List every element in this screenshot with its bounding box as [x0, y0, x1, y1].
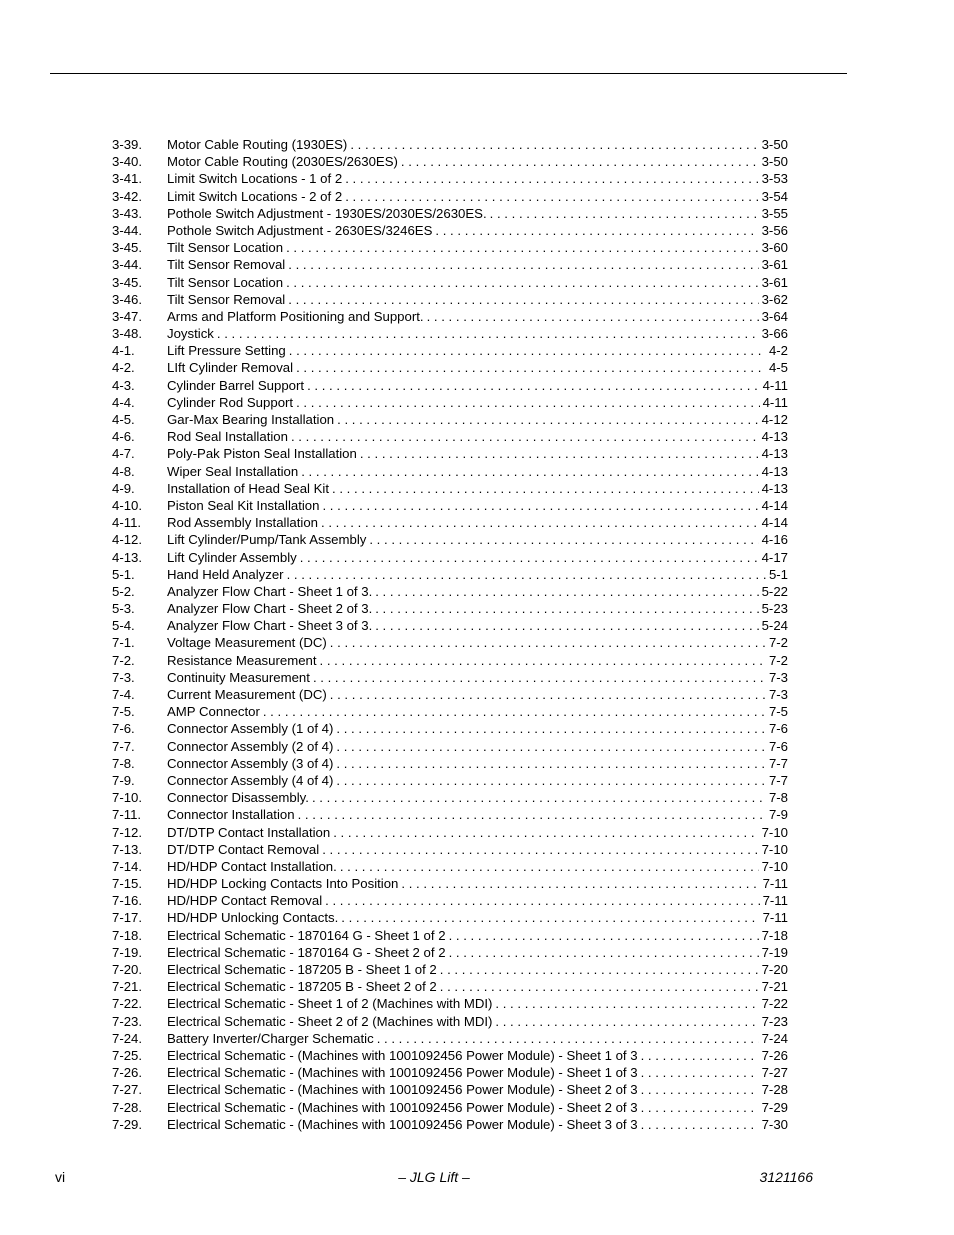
figure-title: Electrical Schematic - 187205 B - Sheet 2 of 2 — [167, 979, 437, 995]
toc-entry[interactable] — [112, 1047, 788, 1064]
dot-leader — [641, 1081, 759, 1098]
dot-leader — [490, 205, 759, 222]
toc-entry[interactable] — [112, 944, 788, 961]
figure-title: Current Measurement (DC) — [167, 687, 327, 702]
figure-number: 3-47. — [112, 308, 143, 324]
page-reference: 7-23 — [761, 1013, 788, 1029]
dot-leader — [336, 738, 766, 755]
page-reference: 7-10 — [761, 841, 788, 857]
dot-leader — [401, 153, 759, 170]
dot-leader — [375, 600, 758, 617]
figure-title: Piston Seal Kit Installation — [167, 497, 320, 513]
toc-entry[interactable] — [112, 789, 788, 806]
toc-entry[interactable] — [112, 531, 788, 548]
toc-entry[interactable] — [112, 394, 788, 411]
toc-entry[interactable] — [112, 342, 788, 359]
dot-leader — [369, 531, 758, 548]
dot-leader — [341, 909, 759, 926]
dot-leader — [322, 841, 758, 858]
figure-title: Installation of Head Seal Kit — [167, 480, 330, 496]
figure-number: 7-7. — [112, 738, 135, 754]
page-reference: 3-64 — [761, 308, 788, 324]
dot-leader — [286, 274, 759, 291]
toc-entry[interactable] — [112, 1081, 788, 1098]
figure-number: 7-29. — [112, 1116, 143, 1132]
toc-entry[interactable] — [112, 634, 788, 651]
page-reference: 7-6 — [768, 721, 788, 737]
dot-leader — [288, 256, 758, 273]
figure-number: 7-24. — [112, 1030, 143, 1046]
dot-leader — [325, 892, 759, 909]
toc-entry[interactable] — [112, 841, 788, 858]
page-reference: 7-21 — [761, 979, 788, 995]
figure-title: HD/HDP Unlocking Contacts. — [167, 910, 339, 926]
figure-number: 4-3. — [112, 377, 135, 393]
page-reference: 3-54 — [761, 188, 788, 204]
figure-title: Cylinder Rod Support — [167, 394, 294, 410]
figure-number: 4-1. — [112, 343, 135, 359]
figure-title: Electrical Schematic - 1870164 G - Sheet 1 of 2 — [167, 927, 446, 943]
page-reference: 4-11 — [762, 377, 788, 393]
dot-leader — [291, 428, 759, 445]
page-reference: 7-28 — [761, 1082, 788, 1098]
figure-title: Lift Pressure Setting — [167, 343, 286, 359]
figure-title: Arms and Platform Positioning and Support. — [167, 308, 424, 324]
toc-entry[interactable] — [112, 170, 788, 187]
figure-title: DT/DTP Contact Removal — [167, 841, 320, 857]
figure-title: HD/HDP Contact Removal — [167, 893, 323, 909]
page-reference: 7-19 — [761, 944, 788, 960]
figure-number: 5-4. — [112, 618, 135, 634]
figure-number: 7-5. — [112, 704, 135, 720]
page-reference: 4-14 — [761, 497, 788, 513]
figure-title: Connector Assembly (4 of 4) — [167, 772, 334, 788]
footer-page-number: vi — [55, 1169, 66, 1185]
page-reference: 3-50 — [761, 154, 788, 170]
figure-title: Connector Assembly (3 of 4) — [167, 755, 334, 771]
figure-number: 3-41. — [112, 171, 143, 187]
toc-entry[interactable] — [112, 514, 788, 531]
dot-leader — [495, 995, 758, 1012]
page-reference: 3-60 — [761, 240, 788, 256]
page-reference: 4-14 — [761, 515, 788, 531]
figure-number: 3-45. — [112, 274, 143, 290]
page-reference: 7-24 — [761, 1030, 788, 1046]
dot-leader — [289, 342, 766, 359]
figure-number: 7-6. — [112, 721, 135, 737]
figure-number: 3-44. — [112, 222, 143, 238]
page-reference: 7-18 — [761, 927, 788, 943]
toc-entry[interactable] — [112, 239, 788, 256]
figure-title: Tilt Sensor Removal — [167, 257, 286, 273]
dot-leader — [449, 944, 759, 961]
dot-leader — [449, 927, 759, 944]
figure-number: 5-2. — [112, 583, 135, 599]
page-reference: 4-13 — [761, 463, 788, 479]
page-reference: 3-66 — [761, 326, 788, 342]
dot-leader — [350, 136, 758, 153]
dot-leader — [313, 669, 766, 686]
figure-title: Electrical Schematic - 1870164 G - Sheet 2 of 2 — [167, 944, 446, 960]
dot-leader — [495, 1013, 758, 1030]
toc-entry[interactable] — [112, 978, 788, 995]
dot-leader — [377, 1030, 759, 1047]
page-reference: 7-3 — [768, 687, 788, 702]
dot-leader — [296, 394, 759, 411]
figure-title: Connector Assembly (2 of 4) — [167, 738, 334, 754]
figure-title: Pothole Switch Adjustment - 1930ES/2030ES/2630ES. — [167, 205, 487, 221]
page-reference: 7-29 — [761, 1099, 788, 1115]
dot-leader — [286, 239, 759, 256]
figure-number: 3-45. — [112, 240, 143, 256]
toc-entry[interactable] — [112, 359, 788, 376]
page-reference: 7-26 — [761, 1047, 788, 1063]
figure-number: 7-3. — [112, 669, 135, 685]
dot-leader — [375, 583, 758, 600]
toc-entry[interactable] — [112, 892, 788, 909]
figure-number: 7-25. — [112, 1047, 143, 1063]
figure-number: 7-19. — [112, 944, 143, 960]
dot-leader — [296, 359, 766, 376]
dot-leader — [336, 720, 766, 737]
dot-leader — [440, 978, 759, 995]
toc-entry[interactable] — [112, 325, 788, 342]
figure-number: 7-2. — [112, 652, 135, 668]
page-reference: 5-23 — [761, 601, 788, 617]
page-reference: 7-20 — [761, 962, 788, 977]
figure-title: Connector Disassembly. — [167, 790, 309, 806]
figure-number: 7-27. — [112, 1082, 143, 1098]
page-reference: 5-24 — [761, 618, 788, 634]
figure-number: 3-42. — [112, 188, 143, 204]
figure-title: Limit Switch Locations - 2 of 2 — [167, 188, 343, 204]
dot-leader — [320, 652, 766, 669]
dot-leader — [301, 463, 758, 480]
toc-entry[interactable] — [112, 291, 788, 308]
toc-entry[interactable] — [112, 995, 788, 1012]
figure-number: 3-48. — [112, 326, 143, 342]
dot-leader — [641, 1099, 759, 1116]
figure-title: Connector Assembly (1 of 4) — [167, 721, 334, 737]
figure-number: 4-10. — [112, 497, 143, 513]
dot-leader — [263, 703, 766, 720]
dot-leader — [330, 686, 766, 703]
figure-title: Analyzer Flow Chart - Sheet 1 of 3. — [167, 583, 373, 599]
figure-title: Rod Seal Installation — [167, 429, 288, 445]
dot-leader — [427, 308, 759, 325]
toc-entry[interactable] — [112, 256, 788, 273]
figure-title: Pothole Switch Adjustment - 2630ES/3246ES — [167, 222, 433, 238]
dot-leader — [375, 617, 758, 634]
toc-entry[interactable] — [112, 480, 788, 497]
page-reference: 7-7 — [768, 755, 788, 771]
page-reference: 3-50 — [761, 137, 788, 152]
figure-number: 4-6. — [112, 429, 135, 445]
figure-title: Tilt Sensor Location — [167, 240, 284, 256]
toc-entry[interactable] — [112, 600, 788, 617]
dot-leader — [340, 858, 759, 875]
toc-entry[interactable] — [112, 445, 788, 462]
figure-number: 7-17. — [112, 910, 143, 926]
page-reference: 7-3 — [768, 669, 788, 685]
toc-entry[interactable] — [112, 205, 788, 222]
page-reference: 4-11 — [762, 394, 788, 410]
dot-leader — [360, 445, 759, 462]
dot-leader — [440, 961, 759, 978]
dot-leader — [337, 411, 758, 428]
page-reference: 4-16 — [761, 532, 788, 548]
toc-entry[interactable] — [112, 308, 788, 325]
toc-entry[interactable] — [112, 222, 788, 239]
figure-number: 7-21. — [112, 979, 143, 995]
toc-entry[interactable] — [112, 909, 788, 926]
figure-number: 7-1. — [112, 635, 135, 651]
toc-entry[interactable] — [112, 738, 788, 755]
figure-number: 4-8. — [112, 463, 135, 479]
footer-publisher: – JLG Lift – — [398, 1169, 470, 1185]
page-reference: 4-17 — [761, 549, 788, 565]
figure-title: Electrical Schematic - 187205 B - Sheet 1 of 2 — [167, 962, 437, 977]
figure-number: 4-12. — [112, 532, 143, 548]
toc-entry[interactable] — [112, 652, 788, 669]
dot-leader — [288, 291, 758, 308]
figure-number: 4-7. — [112, 446, 135, 462]
figure-title: Electrical Schematic - (Machines with 1001092456 Power Module) - Sheet 2 of 3 — [167, 1099, 638, 1115]
figure-title: Lift Cylinder Assembly — [167, 549, 297, 565]
dot-leader — [401, 875, 759, 892]
toc-entry[interactable] — [112, 463, 788, 480]
page-reference: 4-13 — [761, 446, 788, 462]
toc-entry[interactable] — [112, 136, 788, 153]
page-reference: 7-22 — [761, 996, 788, 1012]
footer-document-number: 3121166 — [759, 1169, 813, 1185]
page-reference: 4-13 — [761, 429, 788, 445]
figure-title: Electrical Schematic - Sheet 1 of 2 (Machines with MDI) — [167, 996, 493, 1012]
page-reference: 3-55 — [761, 205, 788, 221]
figure-title: Limit Switch Locations - 1 of 2 — [167, 171, 343, 187]
list-of-figures — [112, 136, 788, 1133]
figure-title: Analyzer Flow Chart - Sheet 2 of 3. — [167, 601, 373, 617]
figure-title: Gar-Max Bearing Installation — [167, 412, 335, 427]
toc-entry[interactable] — [112, 703, 788, 720]
toc-entry[interactable] — [112, 755, 788, 772]
figure-number: 7-10. — [112, 790, 143, 806]
toc-entry[interactable] — [112, 1030, 788, 1047]
page-reference: 3-62 — [761, 291, 788, 307]
figure-number: 4-5. — [112, 412, 135, 427]
page-reference: 7-9 — [768, 807, 788, 823]
figure-title: Wiper Seal Installation — [167, 463, 299, 479]
figure-number: 4-13. — [112, 549, 143, 565]
toc-entry[interactable] — [112, 806, 788, 823]
figure-number: 7-12. — [112, 824, 143, 840]
page-reference: 4-2 — [768, 343, 788, 359]
page-reference: 7-10 — [761, 858, 788, 874]
page-reference: 3-61 — [761, 274, 788, 290]
toc-entry[interactable] — [112, 961, 788, 978]
figure-title: Resistance Measurement — [167, 652, 317, 668]
figure-number: 7-14. — [112, 858, 143, 874]
figure-number: 4-11. — [112, 515, 142, 531]
figure-title: HD/HDP Contact Installation. — [167, 858, 337, 874]
toc-entry[interactable] — [112, 858, 788, 875]
toc-entry[interactable] — [112, 824, 788, 841]
figure-number: 7-28. — [112, 1099, 143, 1115]
dot-leader — [641, 1047, 759, 1064]
toc-entry[interactable] — [112, 669, 788, 686]
figure-number: 7-8. — [112, 755, 135, 771]
figure-number: 3-44. — [112, 257, 143, 273]
figure-number: 7-26. — [112, 1065, 143, 1081]
toc-entry[interactable] — [112, 1064, 788, 1081]
figure-number: 7-23. — [112, 1013, 143, 1029]
toc-entry[interactable] — [112, 188, 788, 205]
figure-number: 7-13. — [112, 841, 143, 857]
toc-entry[interactable] — [112, 875, 788, 892]
page-reference: 4-12 — [761, 412, 788, 427]
figure-title: Continuity Measurement — [167, 669, 310, 685]
figure-number: 3-40. — [112, 154, 143, 170]
page-reference: 5-22 — [761, 583, 788, 599]
figure-title: Electrical Schematic - (Machines with 1001092456 Power Module) - Sheet 1 of 3 — [167, 1065, 638, 1081]
figure-title: Tilt Sensor Location — [167, 274, 284, 290]
dot-leader — [641, 1116, 759, 1133]
toc-entry[interactable] — [112, 377, 788, 394]
dot-leader — [321, 514, 759, 531]
figure-title: Connector Installation — [167, 807, 295, 823]
toc-entry[interactable] — [112, 1013, 788, 1030]
figure-title: Electrical Schematic - Sheet 2 of 2 (Machines with MDI) — [167, 1013, 493, 1029]
figure-title: Voltage Measurement (DC) — [167, 635, 327, 651]
dot-leader — [298, 806, 766, 823]
figure-number: 4-9. — [112, 480, 135, 496]
page-reference: 7-2 — [768, 652, 788, 668]
toc-entry[interactable] — [112, 549, 788, 566]
page-reference: 4-13 — [761, 480, 788, 496]
dot-leader — [332, 480, 759, 497]
figure-title: Rod Assembly Installation — [167, 515, 318, 531]
figure-title: Electrical Schematic - (Machines with 1001092456 Power Module) - Sheet 1 of 3 — [167, 1047, 638, 1063]
dot-leader — [336, 772, 766, 789]
dot-leader — [322, 497, 758, 514]
figure-title: LIft Cylinder Removal — [167, 360, 294, 376]
figure-number: 7-15. — [112, 876, 143, 892]
figure-title: Poly-Pak Piston Seal Installation — [167, 446, 357, 462]
dot-leader — [345, 170, 758, 187]
toc-entry[interactable] — [112, 1116, 788, 1133]
dot-leader — [435, 222, 758, 239]
page-reference: 7-5 — [768, 704, 788, 720]
toc-entry[interactable] — [112, 566, 788, 583]
page-reference: 7-6 — [768, 738, 788, 754]
figure-number: 7-22. — [112, 996, 143, 1012]
header-rule — [50, 73, 847, 74]
figure-title: AMP Connector — [167, 704, 260, 720]
page-reference: 5-1 — [768, 566, 788, 582]
figure-title: Battery Inverter/Charger Schematic — [167, 1030, 374, 1046]
dot-leader — [641, 1064, 759, 1081]
toc-entry[interactable] — [112, 274, 788, 291]
toc-entry[interactable] — [112, 583, 788, 600]
dot-leader — [333, 824, 758, 841]
page-reference: 3-61 — [761, 257, 788, 273]
dot-leader — [300, 549, 759, 566]
dot-leader — [307, 377, 760, 394]
figure-title: Lift Cylinder/Pump/Tank Assembly — [167, 532, 367, 548]
figure-number: 3-46. — [112, 291, 143, 307]
figure-title: Cylinder Barrel Support — [167, 377, 305, 393]
toc-entry[interactable] — [112, 153, 788, 170]
figure-title: Motor Cable Routing (2030ES/2630ES) — [167, 154, 398, 170]
dot-leader — [330, 634, 766, 651]
page-reference: 7-11 — [762, 910, 788, 926]
page-reference: 3-56 — [761, 222, 788, 238]
page-reference: 7-2 — [768, 635, 788, 651]
toc-entry[interactable] — [112, 720, 788, 737]
figure-number: 5-3. — [112, 601, 135, 617]
toc-entry[interactable] — [112, 411, 788, 428]
figure-number: 7-18. — [112, 927, 143, 943]
figure-title: Motor Cable Routing (1930ES) — [167, 137, 348, 152]
figure-title: HD/HDP Locking Contacts Into Position — [167, 876, 399, 892]
page-reference: 3-53 — [761, 171, 788, 187]
figure-title: Electrical Schematic - (Machines with 1001092456 Power Module) - Sheet 2 of 3 — [167, 1082, 638, 1098]
figure-number: 7-16. — [112, 893, 143, 909]
figure-number: 3-39. — [112, 137, 143, 152]
page-reference: 4-5 — [768, 360, 788, 376]
toc-entry[interactable] — [112, 686, 788, 703]
figure-number: 4-2. — [112, 360, 135, 376]
figure-title: Joystick — [167, 326, 214, 342]
figure-number: 7-9. — [112, 772, 135, 788]
figure-number: 4-4. — [112, 394, 135, 410]
toc-entry[interactable] — [112, 617, 788, 634]
toc-entry[interactable] — [112, 772, 788, 789]
figure-number: 7-11. — [112, 807, 142, 823]
page-reference: 7-27 — [761, 1065, 788, 1081]
page-reference: 7-7 — [768, 772, 788, 788]
figure-number: 5-1. — [112, 566, 135, 582]
figure-title: Hand Held Analyzer — [167, 566, 284, 582]
toc-entry[interactable] — [112, 927, 788, 944]
page-reference: 7-10 — [761, 824, 788, 840]
page-reference: 7-30 — [761, 1116, 788, 1132]
figure-title: DT/DTP Contact Installation — [167, 824, 331, 840]
page-reference: 7-11 — [762, 893, 788, 909]
toc-entry[interactable] — [112, 1099, 788, 1116]
figure-title: Analyzer Flow Chart - Sheet 3 of 3. — [167, 618, 373, 634]
figure-title: Electrical Schematic - (Machines with 1001092456 Power Module) - Sheet 3 of 3 — [167, 1116, 638, 1132]
figure-number: 7-4. — [112, 687, 135, 702]
dot-leader — [312, 789, 766, 806]
figure-number: 7-20. — [112, 962, 143, 977]
toc-entry[interactable] — [112, 428, 788, 445]
dot-leader — [336, 755, 766, 772]
dot-leader — [345, 188, 758, 205]
page-reference: 7-8 — [768, 790, 788, 806]
dot-leader — [217, 325, 759, 342]
figure-title: Tilt Sensor Removal — [167, 291, 286, 307]
dot-leader — [287, 566, 766, 583]
toc-entry[interactable] — [112, 497, 788, 514]
figure-number: 3-43. — [112, 205, 143, 221]
page-reference: 7-11 — [762, 876, 788, 892]
